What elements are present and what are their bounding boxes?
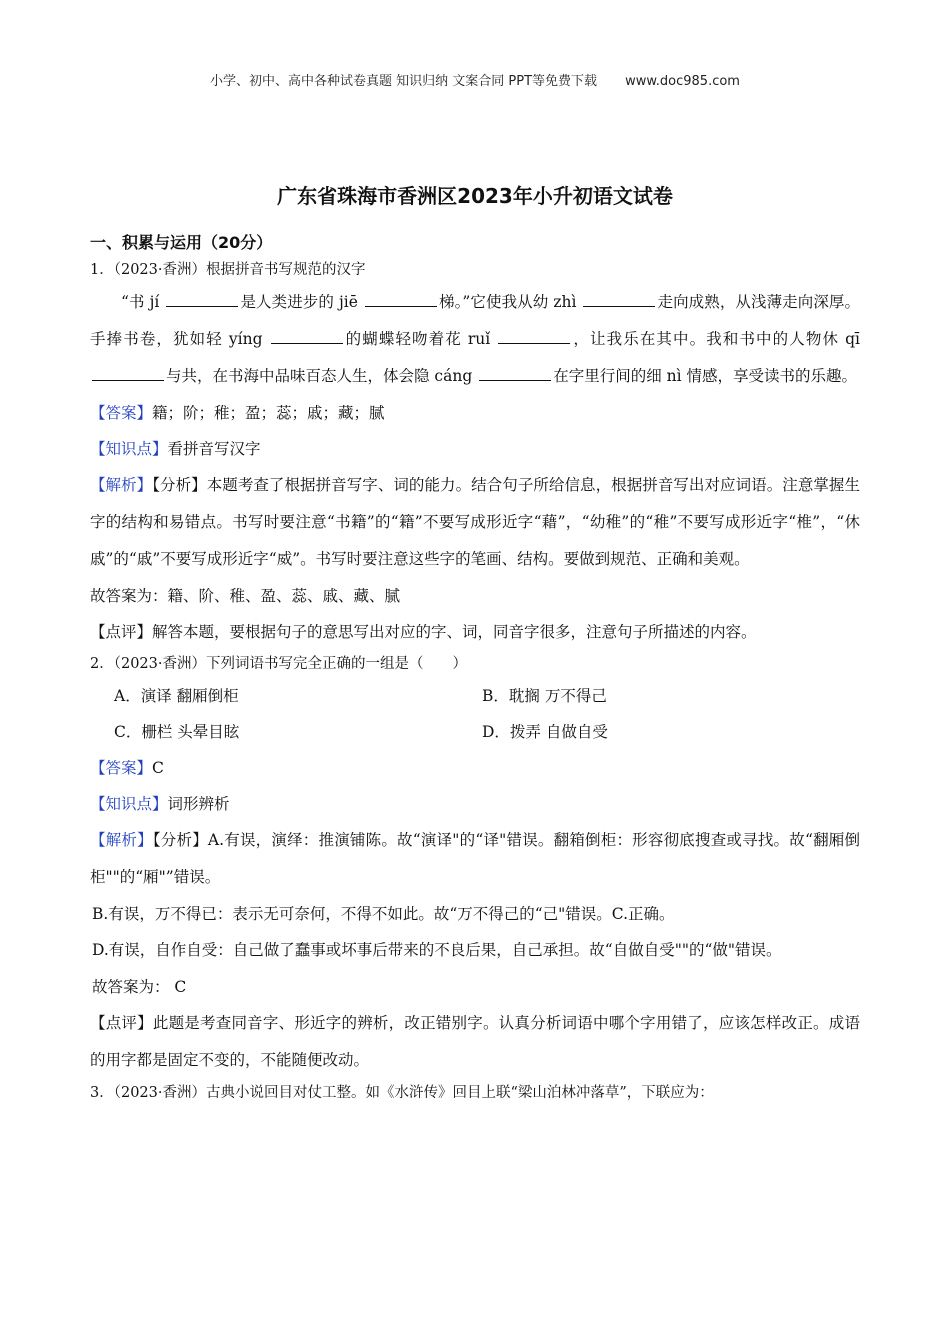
- option-d[interactable]: D．拨弄 自做自受: [482, 723, 608, 741]
- question-1-analysis: [90, 467, 860, 578]
- page-header: [0, 70, 950, 89]
- question-2-knowledge-point: [90, 786, 860, 822]
- question-2-comment: 【点评】此题是考查同音字、形近字的辨析，改正错别字。认真分析词语中哪个字用错了，应该怎样改正。成语的用字都是固定不变的，不能随便改动。: [90, 1014, 860, 1069]
- passage-text: 梯。”它使我从幼 zhì: [438, 293, 582, 311]
- question-3-stem: 3．（2023·香洲）古典小说回目对仗工整。如《水浒传》回目上联“梁山泊林冲落草”，下联应为：: [90, 1085, 714, 1101]
- passage-text: 与共，在书海中品味百态人生，体会隐 cáng: [166, 367, 478, 385]
- option-a[interactable]: A．演译 翻厢倒柜: [114, 687, 239, 705]
- question-1-passage: [90, 284, 860, 395]
- header-text: 小学、初中、高中各种试卷真题 知识归纳 文案合同 PPT等免费下载: [210, 74, 598, 89]
- passage-text: 走向成熟，从浅薄走向深厚。手捧书卷，犹如轻 yíng: [90, 293, 860, 348]
- exam-content: [90, 230, 860, 1107]
- knowledge-point-text: 看拼音写汉字: [167, 440, 261, 458]
- header-url[interactable]: www.doc985.com: [625, 74, 740, 89]
- passage-text: “书 jí: [121, 293, 165, 311]
- question-1-answer: [90, 395, 860, 431]
- answer-tag: 【答案】: [90, 759, 153, 777]
- knowledge-point-tag: 【知识点】: [90, 795, 168, 813]
- question-2-analysis-b: B.有误，万不得已：表示无可奈何，不得不如此。故“万不得己的“己"错误。C.正确。: [92, 905, 675, 923]
- question-1-knowledge-point: [90, 431, 860, 467]
- answer-text: 籍；阶；稚；盈；蕊；戚；藏；腻: [152, 404, 385, 422]
- knowledge-point-tag: 【知识点】: [90, 440, 168, 458]
- analysis-tag: 【解析】: [90, 831, 153, 849]
- question-2-analysis: [90, 822, 860, 896]
- option-b[interactable]: B．耽搁 万不得己: [482, 687, 607, 705]
- answer-blank[interactable]: [498, 327, 570, 344]
- answer-text: C: [152, 759, 164, 777]
- question-2-stem: 2．（2023·香洲）下列词语书写完全正确的一组是（ ）: [90, 656, 467, 672]
- analysis-text: 【分析】A.有误，演绎：推演铺陈。故“演译"的“译"错误。翻箱倒柜：形容彻底搜查或寻找。故“翻厢倒柜""的“厢"”错误。: [90, 831, 860, 886]
- passage-text: 的蝴蝶轻吻着花 ruǐ: [344, 330, 497, 348]
- answer-blank[interactable]: [92, 364, 164, 381]
- passage-text: 是人类进步的 jiē: [240, 293, 363, 311]
- answer-blank[interactable]: [365, 290, 437, 307]
- answer-blank[interactable]: [271, 327, 343, 344]
- question-1-comment: 【点评】解答本题，要根据句子的意思写出对应的字、词，同音字很多，注意句子所描述的内容。: [90, 623, 757, 641]
- question-1-stem: 1．（2023·香洲）根据拼音书写规范的汉字: [90, 262, 366, 278]
- section-heading: 一、积累与运用（20分）: [90, 233, 273, 252]
- question-1-final: 故答案为：籍、阶、稚、盈、蕊、戚、藏、腻: [90, 587, 401, 605]
- analysis-text: 【分析】本题考查了根据拼音写字、词的能力。结合句子所给信息，根据拼音写出对应词语。注意掌握生字的结构和易错点。书写时要注意“书籍”的“籍”不要写成形近字“藉”，“幼稚”的“稚”不要写成形近字“椎”，“休戚”的“戚”不要写成形近字“威”。书写时要注意这些字的笔画、结构。要做到规范、正确和美观。: [90, 476, 860, 568]
- page-title: 广东省珠海市香洲区2023年小升初语文试卷: [277, 184, 673, 208]
- answer-blank[interactable]: [479, 364, 551, 381]
- question-2-final: 故答案为： C: [92, 978, 187, 996]
- answer-blank[interactable]: [166, 290, 238, 307]
- answer-blank[interactable]: [583, 290, 655, 307]
- knowledge-point-text: 词形辨析: [167, 795, 230, 813]
- option-c[interactable]: C．栅栏 头晕目眩: [114, 723, 240, 741]
- question-2-analysis-d: D.有误，自作自受：自己做了蠢事或坏事后带来的不良后果，自己承担。故“自做自受""的“做"错误。: [92, 941, 782, 959]
- passage-text: ，让我乐在其中。我和书中的人物休 qī: [572, 330, 860, 348]
- question-2-options: [90, 678, 860, 750]
- analysis-tag: 【解析】: [90, 476, 153, 494]
- answer-tag: 【答案】: [90, 404, 153, 422]
- passage-text: 在字里行间的细 nì 情感，享受读书的乐趣。: [553, 367, 857, 385]
- question-2-answer: [90, 750, 860, 786]
